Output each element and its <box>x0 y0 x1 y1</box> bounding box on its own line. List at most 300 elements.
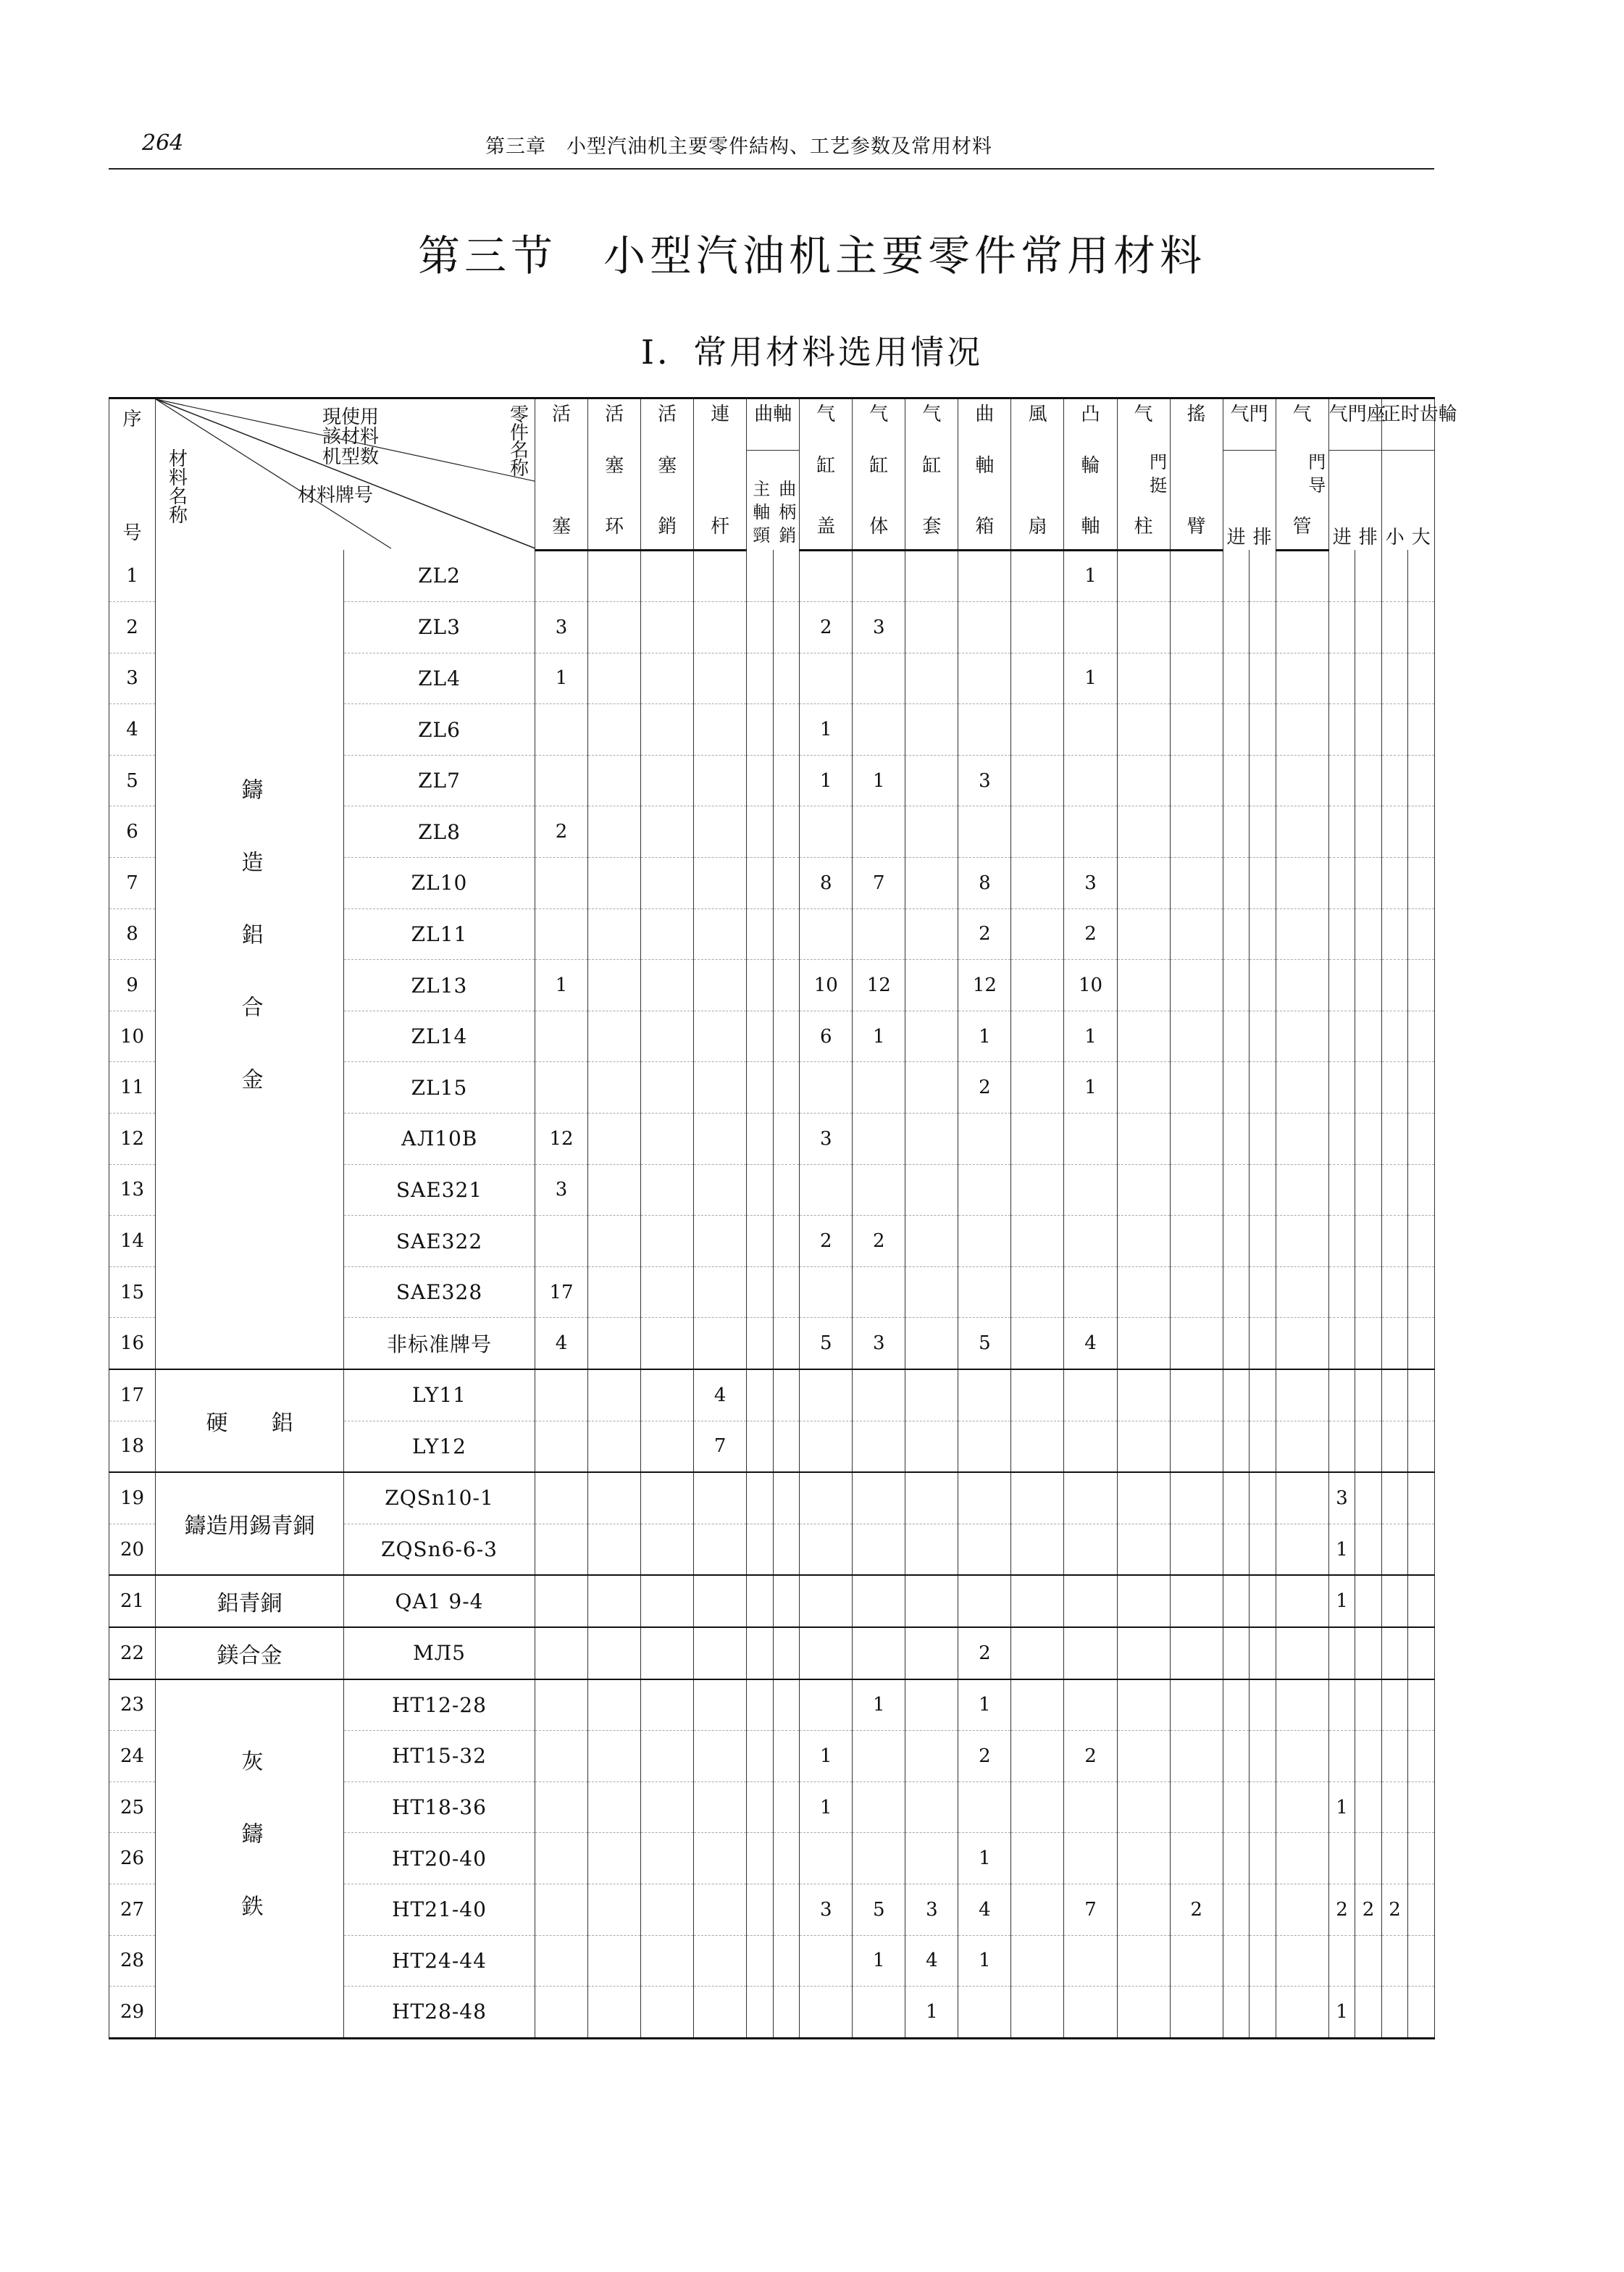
usage-count <box>747 1114 774 1165</box>
usage-count <box>1170 602 1223 653</box>
usage-count <box>1064 602 1117 653</box>
usage-count <box>800 1833 853 1884</box>
usage-count <box>773 1266 800 1318</box>
usage-count <box>1381 602 1408 653</box>
col-header-mid: 缸 <box>905 451 958 501</box>
usage-count <box>773 550 800 602</box>
usage-count <box>1170 653 1223 704</box>
usage-count <box>641 1062 694 1114</box>
usage-count <box>1408 1627 1435 1679</box>
usage-count <box>1117 1266 1170 1318</box>
usage-count: 2 <box>958 1731 1011 1782</box>
usage-count <box>1011 653 1064 704</box>
usage-count <box>641 1935 694 1987</box>
usage-count <box>694 704 747 756</box>
usage-count <box>1355 1114 1382 1165</box>
usage-count <box>1011 1114 1064 1165</box>
usage-count <box>1250 806 1276 858</box>
material-brand: ZL10 <box>344 858 535 909</box>
usage-count <box>1011 1884 1064 1935</box>
usage-count <box>853 1524 905 1575</box>
usage-count <box>694 1575 747 1627</box>
material-brand: ZL7 <box>344 755 535 806</box>
usage-count: 1 <box>905 1987 958 2039</box>
usage-count <box>535 1421 588 1472</box>
usage-count <box>773 1164 800 1216</box>
col-group-header: 气門 <box>1223 398 1276 451</box>
usage-count <box>1408 755 1435 806</box>
usage-count <box>905 602 958 653</box>
usage-count <box>694 1987 747 2039</box>
usage-count <box>1223 1987 1250 2039</box>
usage-count <box>1170 960 1223 1011</box>
usage-count: 10 <box>1064 960 1117 1011</box>
usage-count: 5 <box>958 1318 1011 1369</box>
usage-count <box>800 1935 853 1987</box>
usage-count <box>1408 1216 1435 1267</box>
usage-count <box>1355 1318 1382 1369</box>
usage-count <box>773 806 800 858</box>
usage-count <box>1250 704 1276 756</box>
usage-count: 7 <box>853 858 905 909</box>
usage-count <box>1250 1731 1276 1782</box>
usage-count <box>958 1524 1011 1575</box>
usage-count <box>905 1011 958 1062</box>
usage-count <box>1276 602 1328 653</box>
usage-count <box>1276 1114 1328 1165</box>
usage-count <box>1117 1987 1170 2039</box>
usage-count <box>694 1679 747 1731</box>
seq-header <box>109 398 156 551</box>
usage-count <box>1381 1369 1408 1421</box>
usage-count: 1 <box>1328 1987 1355 2039</box>
usage-count <box>773 1369 800 1421</box>
usage-count <box>694 1627 747 1679</box>
usage-count <box>773 960 800 1011</box>
usage-count <box>535 755 588 806</box>
usage-count <box>535 858 588 909</box>
usage-count <box>535 550 588 602</box>
usage-count <box>800 806 853 858</box>
usage-count <box>1064 1216 1117 1267</box>
col-sub-header: 进 <box>1226 527 1246 548</box>
usage-count <box>1170 858 1223 909</box>
usage-count <box>588 1266 641 1318</box>
usage-count <box>747 1216 774 1267</box>
usage-count <box>1170 1472 1223 1524</box>
usage-count <box>1408 806 1435 858</box>
usage-count <box>773 704 800 756</box>
usage-count <box>1328 1216 1355 1267</box>
usage-count <box>1170 550 1223 602</box>
usage-count <box>1381 1987 1408 2039</box>
usage-count <box>1408 1782 1435 1833</box>
usage-count <box>1381 960 1408 1011</box>
row-seq: 10 <box>109 1011 156 1062</box>
usage-count <box>588 653 641 704</box>
col-header-bottom: 杆 <box>694 501 747 551</box>
usage-count <box>1355 1216 1382 1267</box>
usage-count <box>1117 960 1170 1011</box>
usage-count <box>800 909 853 960</box>
usage-count <box>1250 1164 1276 1216</box>
col-header-top: 气 <box>1117 398 1170 451</box>
usage-count <box>958 602 1011 653</box>
usage-count <box>1223 1679 1250 1731</box>
usage-count <box>1011 1679 1064 1731</box>
row-seq: 14 <box>109 1216 156 1267</box>
usage-count <box>641 1266 694 1318</box>
usage-count <box>773 653 800 704</box>
col-header-mid <box>694 451 747 501</box>
material-brand: HT21-40 <box>344 1884 535 1935</box>
usage-count <box>1223 1216 1250 1267</box>
usage-count <box>535 1472 588 1524</box>
usage-count <box>1011 1731 1064 1782</box>
usage-count <box>853 806 905 858</box>
row-seq: 29 <box>109 1987 156 2039</box>
usage-count <box>1328 1062 1355 1114</box>
usage-count <box>747 960 774 1011</box>
usage-count <box>1355 1011 1382 1062</box>
seq-header-top: 序 <box>122 409 142 430</box>
usage-count <box>1117 858 1170 909</box>
usage-count <box>747 1369 774 1421</box>
usage-count <box>641 806 694 858</box>
usage-count <box>747 806 774 858</box>
usage-count <box>641 1987 694 2039</box>
usage-count <box>958 1216 1011 1267</box>
usage-count: 10 <box>800 960 853 1011</box>
usage-count <box>535 1524 588 1575</box>
usage-count <box>958 1987 1011 2039</box>
col-header-bottom: 盖 <box>800 501 853 551</box>
usage-count <box>1328 653 1355 704</box>
usage-count <box>588 1679 641 1731</box>
usage-count <box>1355 550 1382 602</box>
usage-count <box>853 1421 905 1472</box>
usage-count <box>747 858 774 909</box>
usage-count <box>800 1627 853 1679</box>
usage-count <box>694 960 747 1011</box>
usage-count <box>905 1524 958 1575</box>
usage-count <box>1011 1833 1064 1884</box>
usage-count <box>1381 704 1408 756</box>
usage-count <box>1223 755 1250 806</box>
usage-count <box>1355 1987 1382 2039</box>
usage-count <box>958 1114 1011 1165</box>
usage-count <box>747 1935 774 1987</box>
usage-count <box>535 1011 588 1062</box>
usage-count <box>800 550 853 602</box>
usage-count <box>747 653 774 704</box>
usage-count <box>1355 653 1382 704</box>
usage-count <box>1170 1627 1223 1679</box>
usage-count: 7 <box>1064 1884 1117 1935</box>
usage-count: 1 <box>800 1731 853 1782</box>
usage-count <box>1408 602 1435 653</box>
usage-count <box>853 1731 905 1782</box>
usage-count <box>1381 550 1408 602</box>
usage-count: 1 <box>1064 1011 1117 1062</box>
material-brand: HT15-32 <box>344 1731 535 1782</box>
usage-count <box>1328 1421 1355 1472</box>
col-sub-header: 曲柄銷 <box>775 480 796 549</box>
usage-count <box>1381 1935 1408 1987</box>
usage-count <box>1250 653 1276 704</box>
usage-count <box>773 1627 800 1679</box>
col-header-top: 風 <box>1011 398 1064 451</box>
usage-count <box>694 1731 747 1782</box>
material-brand: HT20-40 <box>344 1833 535 1884</box>
usage-count <box>1223 909 1250 960</box>
usage-count <box>1381 909 1408 960</box>
usage-count <box>1328 1627 1355 1679</box>
usage-count <box>1223 704 1250 756</box>
usage-count <box>773 1884 800 1935</box>
usage-count <box>1328 602 1355 653</box>
col-header-mid: 輪 <box>1064 451 1117 501</box>
usage-count <box>1408 1062 1435 1114</box>
usage-count: 3 <box>535 1164 588 1216</box>
usage-count <box>1408 704 1435 756</box>
col-header-mid: 門挺 <box>1117 451 1170 501</box>
usage-count <box>1381 1782 1408 1833</box>
usage-count: 6 <box>800 1011 853 1062</box>
usage-count: 8 <box>800 858 853 909</box>
row-seq: 9 <box>109 960 156 1011</box>
usage-count <box>1223 1421 1250 1472</box>
usage-count <box>1355 1421 1382 1472</box>
usage-count <box>905 1216 958 1267</box>
usage-count <box>1276 550 1328 602</box>
usage-count <box>1223 858 1250 909</box>
material-brand: SAE322 <box>344 1216 535 1267</box>
usage-count <box>773 858 800 909</box>
usage-count <box>1250 1679 1276 1731</box>
usage-count <box>641 1782 694 1833</box>
material-brand: ZL11 <box>344 909 535 960</box>
usage-count <box>905 704 958 756</box>
usage-count: 4 <box>1064 1318 1117 1369</box>
table-row <box>109 1679 1435 1731</box>
usage-count <box>1064 1266 1117 1318</box>
col-header-top: 活 <box>535 398 588 451</box>
usage-count <box>1276 1782 1328 1833</box>
usage-count: 2 <box>1355 1884 1382 1935</box>
usage-count <box>1276 1062 1328 1114</box>
usage-count <box>1223 1884 1250 1935</box>
usage-count <box>958 704 1011 756</box>
usage-count <box>1355 1524 1382 1575</box>
usage-count <box>1355 1679 1382 1731</box>
col-header-mid: 缸 <box>853 451 905 501</box>
usage-count: 12 <box>958 960 1011 1011</box>
usage-count <box>1011 1575 1064 1627</box>
usage-count <box>1250 1935 1276 1987</box>
usage-count <box>588 1935 641 1987</box>
usage-count: 1 <box>1064 653 1117 704</box>
usage-count: 8 <box>958 858 1011 909</box>
usage-count <box>535 1935 588 1987</box>
usage-count <box>1355 1472 1382 1524</box>
usage-count <box>1250 1833 1276 1884</box>
usage-count <box>800 1421 853 1472</box>
usage-count <box>1276 858 1328 909</box>
usage-count <box>1381 1164 1408 1216</box>
usage-count <box>1170 1524 1223 1575</box>
corner-label-part: 零 件 名 称 <box>509 404 529 480</box>
row-seq: 16 <box>109 1318 156 1369</box>
usage-count: 3 <box>853 1318 905 1369</box>
usage-count <box>1223 1164 1250 1216</box>
usage-count <box>773 1524 800 1575</box>
usage-count <box>1328 1011 1355 1062</box>
usage-count <box>1276 653 1328 704</box>
usage-count <box>747 755 774 806</box>
usage-count <box>1355 602 1382 653</box>
usage-count <box>641 960 694 1011</box>
material-brand: ZL8 <box>344 806 535 858</box>
usage-count: 2 <box>1381 1884 1408 1935</box>
usage-count <box>1276 1216 1328 1267</box>
materials-table <box>109 397 1457 2039</box>
col-sub-header: 排 <box>1252 527 1272 548</box>
usage-count <box>1011 1987 1064 2039</box>
table-row <box>109 1627 1435 1679</box>
usage-count <box>773 1935 800 1987</box>
col-header-top: 活 <box>588 398 641 451</box>
usage-count <box>1011 1935 1064 1987</box>
usage-count <box>1250 1421 1276 1472</box>
usage-count <box>1276 755 1328 806</box>
usage-count <box>1064 1369 1117 1421</box>
usage-count <box>800 653 853 704</box>
usage-count <box>747 1987 774 2039</box>
usage-count <box>1408 1369 1435 1421</box>
usage-count: 2 <box>800 1216 853 1267</box>
usage-count <box>1250 550 1276 602</box>
row-seq: 20 <box>109 1524 156 1575</box>
usage-count <box>588 1627 641 1679</box>
usage-count <box>853 1627 905 1679</box>
material-name: 鑄造鋁合金 <box>156 550 344 1369</box>
usage-count <box>1355 1369 1382 1421</box>
table-caption: I．常用材料选用情况 <box>640 333 984 372</box>
col-subgroup <box>1381 451 1434 551</box>
usage-count <box>1064 1524 1117 1575</box>
usage-count: 2 <box>800 602 853 653</box>
usage-count <box>1170 1164 1223 1216</box>
material-brand: АЛ10В <box>344 1114 535 1165</box>
usage-count <box>1276 1421 1328 1472</box>
usage-count <box>1408 960 1435 1011</box>
usage-count <box>1170 1935 1223 1987</box>
usage-count <box>747 1833 774 1884</box>
usage-count <box>641 1472 694 1524</box>
usage-count <box>747 1011 774 1062</box>
usage-count <box>1011 602 1064 653</box>
usage-count <box>800 1164 853 1216</box>
usage-count <box>905 1114 958 1165</box>
usage-count: 2 <box>958 1062 1011 1114</box>
usage-count <box>588 1216 641 1267</box>
usage-count <box>1117 1627 1170 1679</box>
usage-count <box>694 1266 747 1318</box>
usage-count <box>1408 1575 1435 1627</box>
usage-count: 2 <box>535 806 588 858</box>
material-brand: ZL3 <box>344 602 535 653</box>
usage-count <box>773 1062 800 1114</box>
usage-count <box>694 1472 747 1524</box>
usage-count <box>1170 806 1223 858</box>
usage-count <box>1064 1114 1117 1165</box>
usage-count <box>905 1833 958 1884</box>
usage-count: 3 <box>535 602 588 653</box>
usage-count <box>1328 550 1355 602</box>
usage-count <box>1328 1318 1355 1369</box>
col-header-top: 曲 <box>958 398 1011 451</box>
usage-count <box>535 704 588 756</box>
usage-count <box>694 653 747 704</box>
usage-count <box>1276 1164 1328 1216</box>
usage-count <box>958 1164 1011 1216</box>
usage-count <box>1117 653 1170 704</box>
col-header-bottom: 銷 <box>641 501 694 551</box>
usage-count <box>1381 858 1408 909</box>
usage-count <box>588 1782 641 1833</box>
usage-count <box>1223 1524 1250 1575</box>
usage-count <box>1170 704 1223 756</box>
usage-count <box>1064 1627 1117 1679</box>
usage-count <box>1223 1575 1250 1627</box>
usage-count <box>588 1318 641 1369</box>
usage-count <box>773 602 800 653</box>
material-brand: LY11 <box>344 1369 535 1421</box>
usage-count <box>1355 806 1382 858</box>
usage-count <box>641 1884 694 1935</box>
usage-count <box>1250 1216 1276 1267</box>
usage-count <box>1011 1524 1064 1575</box>
col-header-top: 气 <box>800 398 853 451</box>
usage-count <box>641 1627 694 1679</box>
usage-count <box>1408 1884 1435 1935</box>
usage-count <box>1276 704 1328 756</box>
usage-count <box>1117 550 1170 602</box>
usage-count <box>1011 960 1064 1011</box>
material-brand: ZL2 <box>344 550 535 602</box>
usage-count <box>1117 1731 1170 1782</box>
usage-count <box>1117 1216 1170 1267</box>
usage-count: 5 <box>853 1884 905 1935</box>
usage-count <box>1276 1011 1328 1062</box>
table-row <box>109 1472 1435 1524</box>
usage-count <box>1250 1011 1276 1062</box>
usage-count <box>1011 704 1064 756</box>
usage-count <box>1011 1782 1064 1833</box>
usage-count <box>1276 1935 1328 1987</box>
usage-count: 17 <box>535 1266 588 1318</box>
usage-count <box>1355 1935 1382 1987</box>
usage-count <box>694 1011 747 1062</box>
row-seq: 23 <box>109 1679 156 1731</box>
usage-count <box>958 806 1011 858</box>
usage-count <box>905 1266 958 1318</box>
usage-count <box>1355 1062 1382 1114</box>
row-seq: 18 <box>109 1421 156 1472</box>
col-header-top: 气 <box>1276 398 1328 451</box>
usage-count <box>1328 1369 1355 1421</box>
